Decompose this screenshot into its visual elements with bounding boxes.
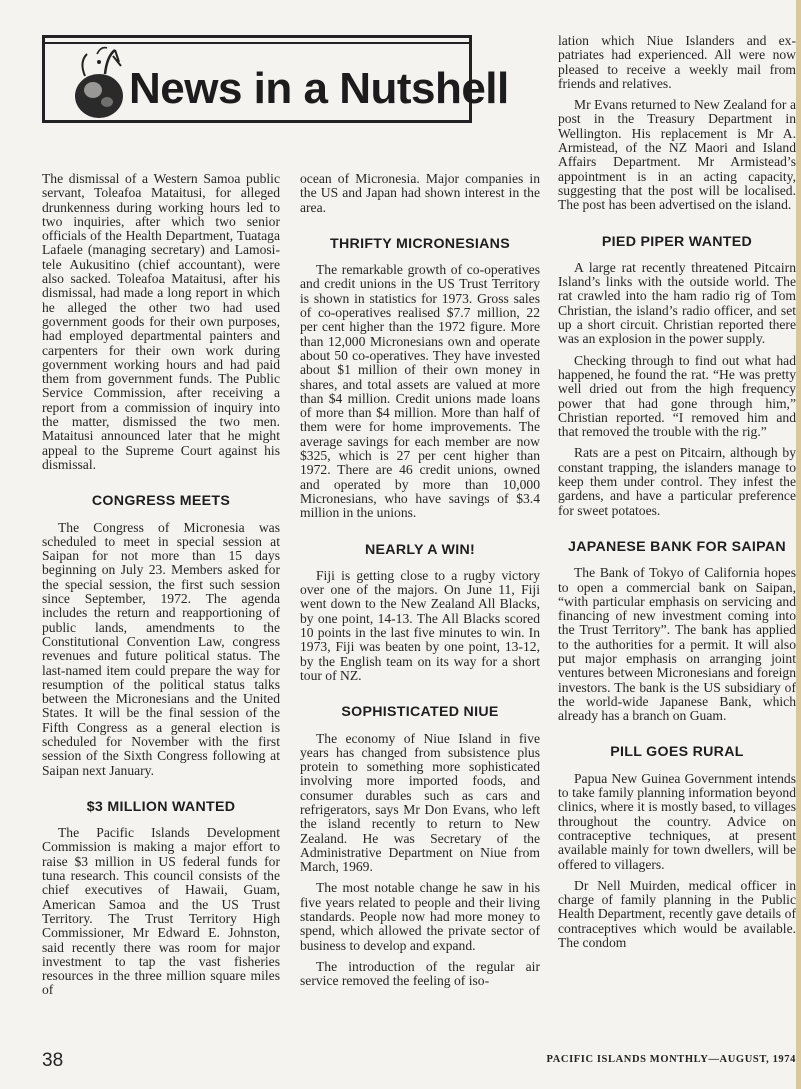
article-japanese-bank: The Bank of Tokyo of California hopes to open a commercial bank on Saipan, “with particular emphasis on servicing and financing of new investment coming into the Trust Territory”. The bank has applied to the authorities for a permit. It will also put major emphasis on arranging joint ventures between Micronesians and foreign investors. The bank is the US subsidiary of the world-wide Japanese Bank, which already has a branch on Guam. <box>558 565 796 724</box>
column-1 <box>42 172 280 1005</box>
article-niue-paragraph-2: The most notable change he saw in his five years related to people and their living standards. People now had more money to spend, which allowed the private sector of business to develop and expand. <box>300 880 540 953</box>
article-niue-continued: lation which Niue Islanders and ex-patriates had experienced. All were now pleased to receive a weekly mail from friends and relatives. <box>558 33 796 91</box>
article-thrifty-micronesians: The remarkable growth of co-operatives and credit unions in the US Trust Territory is shown in statistics for 1973. Gross sales of co-operatives realised $7.7 million, 22 per cent higher than the 1972 figure. More than 12,000 Micronesians own and operate about 50 co-operatives. They have invested about $1 million of their own money in shares, and total assets are valued at more than $4 million. Credit unions made loans of more than $4 million. More than half of them were for home improvements. The average savings for each member are now $325, which is 27 per cent higher than 1972. There are 46 credit unions, owned and operated by more than 10,000 Micronesians, who have savings of $3.4 million in the unions. <box>300 262 540 521</box>
article-niue-paragraph-3: The introduction of the regular air service removed the feeling of iso- <box>300 958 540 989</box>
article-pill-paragraph-2: Dr Nell Muirden, medical officer in charge of family planning in the Public Health Department, recently gave details of contraceptives which would be available. The condom <box>558 877 796 951</box>
heading-japanese-bank: JAPANESE BANK FOR SAIPAN <box>568 538 786 555</box>
heading-pill-goes-rural: PILL GOES RURAL <box>610 744 744 761</box>
article-congress-meets: The Congress of Micronesia was scheduled to meet in special session at Saipan for not more than 15 days beginning on July 23. Members asked for the special session, the first such session since September, 1972. The agenda includes the return and reapportioning of public lands, amendments to the Constitutional Convention Law, congress revenues and future political status. The last-named item could prepare the way for resumption of the political status talks between the Micronesians and the United States. It will be the final session of the Fifth Congress as a general election is scheduled for November with the first session of the Sixth Congress following at Saipan next January. <box>42 519 280 778</box>
page-number: 38 <box>42 1050 64 1071</box>
heading-pied-piper-wanted: PIED PIPER WANTED <box>601 233 753 250</box>
heading-sophisticated-niue: SOPHISTICATED NIUE <box>341 704 499 721</box>
heading-congress-meets: CONGRESS MEETS <box>91 493 231 510</box>
article-niue-evans: Mr Evans returned to New Zealand for a post in the Treasury Department in Wellington. His replacement is Mr A. Armistead, of the NZ Maori and Island Affairs Department. Mr Armistead’s appointment is in an acting capacity, suggesting that the post will be localised. The post has been advertised on the island. <box>558 97 796 213</box>
article-pied-piper-paragraph-1: A large rat recently threatened Pitcairn Island’s links with the outside world. The rat crawled into the ham radio rig of Tom Christian, the island’s radio officer, and set up a short circuit. Christian reported there was an explosion in the power supply. <box>558 259 796 347</box>
heading-thrifty-micronesians: THRIFTY MICRONESIANS <box>330 235 510 252</box>
article-3-million-continued: ocean of Micronesia. Major companies in the US and Japan had shown interest in the area. <box>300 171 540 215</box>
article-niue-paragraph-1: The economy of Niue Island in five years has changed from subsistence plus protein to something more sophisticated involving more imported foods, and consumer durables such as cars and refrigerators, says Mr Don Evans, who left the island recently to return to New Zealand. He was Secretary of the Administrative Department on Niue from March, 1969. <box>300 730 540 875</box>
article-pill-paragraph-1: Papua New Guinea Government intends to take family planning information beyond clinics, where it is mostly based, to villages throughout the country. Advice on contraceptive techniques, at present available mainly for town dwellers, will be offered to villagers. <box>558 770 796 872</box>
publication-footer: PACIFIC ISLANDS MONTHLY—AUGUST, 1974 <box>546 1054 796 1065</box>
article-pied-piper-paragraph-3: Rats are a pest on Pitcairn, although by constant trapping, the islanders manage to keep them under control. They infest the gardens, and have a particular preference for sweet potatoes. <box>558 445 796 518</box>
masthead-title: News in a Nutshell <box>129 64 509 113</box>
masthead <box>42 35 509 123</box>
column-2 <box>300 172 540 996</box>
article-nearly-a-win: Fiji is getting close to a rugby victory over one of the majors. On June 11, Fiji went down to the New Zealand All Blacks, by one point, 14-13. The All Blacks scored 10 points in the last five minutes to win. In 1973, Fiji was beaten by one point, 13-12, by the English team on its way for a short tour of NZ. <box>300 567 540 683</box>
article-3-million-wanted: The Pacific Islands Development Commission is making a major effort to raise $3 million in US federal funds for tuna research. This council consists of the chief executives of Hawaii, Guam, American Samoa and the US Trust Territory. The Trust Territory High Commissioner, Mr Edward E. Johnston, said recently there was room for major investment to tap the vast fisheries resources in the three million square miles of <box>42 825 280 998</box>
heading-nearly-a-win: NEARLY A WIN! <box>364 541 476 558</box>
heading-3-million-wanted: $3 MILLION WANTED <box>86 798 236 815</box>
article-pied-piper-paragraph-2: Checking through to find out what had happened, he found the rat. “He was pretty well dried out from the high frequency power that had gone through him,” Christian reported. “I removed him and that removed the trouble with the rig.” <box>558 352 796 440</box>
page-edge <box>796 0 801 1089</box>
article-samoa-dismissal: The dismissal of a Western Samoa public servant, Toleafoa Mataitusi, for alleged drunkenness during working hours led to two inquiries, after which two senior officials of the Health Department, Tuataga Lafaele (managing secretary) and Lamositele Aukusitino (chief accountant), were also sacked. Toleafoa Mataitusi, after his dismissal, had made a long report in which he alleged the other two had used government goods for their own purposes, had employed departmental painters and carpenters for their own work during government working hours and had paid them from government funds. The Public Service Commission, after receiving a report from a commission of inquiry into the matter, dismissed the two men. Mataitusi announced later that he might appeal to the Supreme Court against his dismissal. <box>42 171 280 472</box>
column-3 <box>558 34 796 957</box>
